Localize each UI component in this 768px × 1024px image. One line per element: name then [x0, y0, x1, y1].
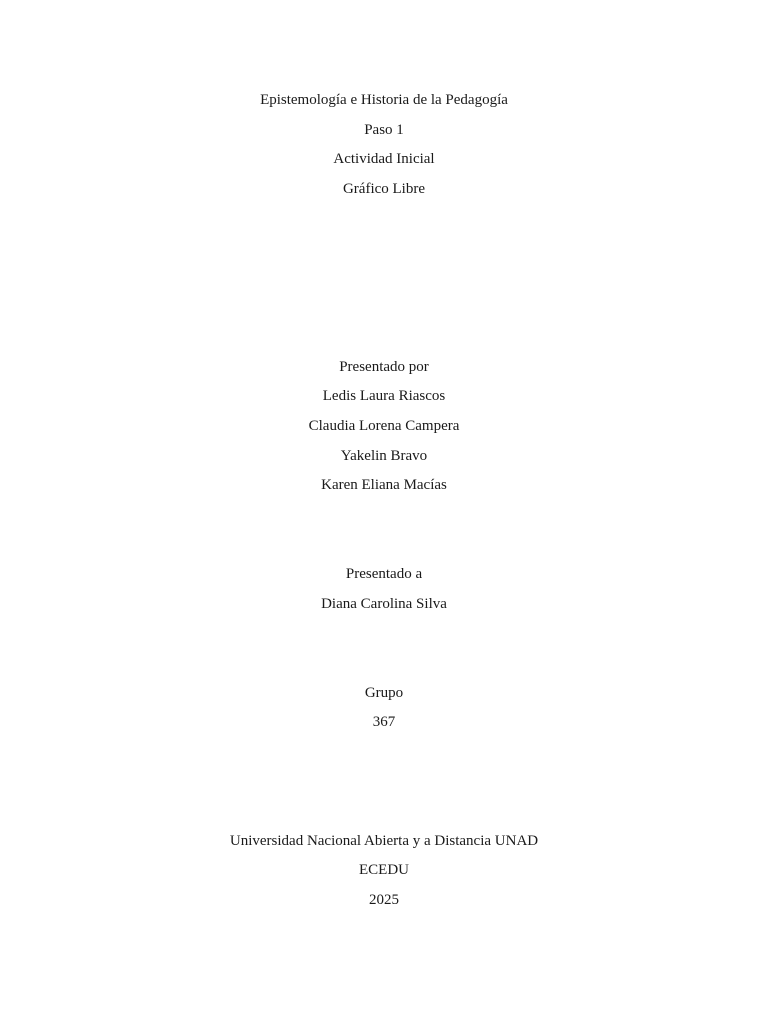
presented-by-label: Presentado por: [339, 359, 429, 375]
school-name: ECEDU: [359, 862, 409, 878]
step-label: Paso 1: [364, 122, 404, 138]
assignment-label: Gráfico Libre: [342, 181, 426, 197]
group-label: Grupo: [364, 685, 404, 701]
course-title: Epistemología e Historia de la Pedagogía: [260, 92, 508, 108]
author-name: Karen Eliana Macías: [321, 477, 447, 493]
author-name: Yakelin Bravo: [340, 448, 428, 464]
document-year: 2025: [369, 892, 399, 908]
author-name: Claudia Lorena Campera: [308, 418, 460, 434]
activity-label: Actividad Inicial: [333, 151, 435, 167]
institution-name: Universidad Nacional Abierta y a Distancia UNAD: [229, 833, 539, 849]
author-name: Ledis Laura Riascos: [322, 388, 446, 404]
instructor-name: Diana Carolina Silva: [321, 596, 447, 612]
presented-to-label: Presentado a: [345, 566, 423, 582]
group-number: 367: [372, 714, 396, 730]
